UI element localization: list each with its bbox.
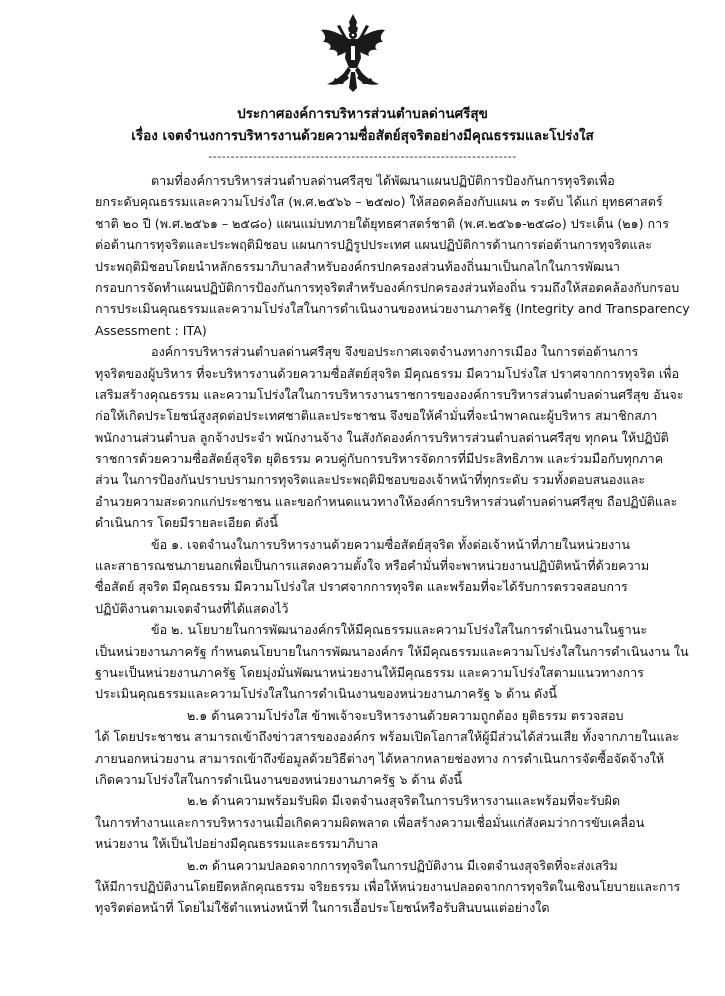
paragraph-line: ได้ โดยประชาชน สามารถเข้าถึงข่าวสารขององค์กร พร้อมเปิดโอกาสให้ผู้มีส่วนได้ส่วนเสีย ทั้งจากภายในและ bbox=[95, 729, 680, 745]
paragraph-line: ตามที่องค์การบริหารส่วนตำบลด่านศรีสุข ได้พัฒนาแผนปฏิบัติการป้องกันการทุจริตเพื่อ bbox=[151, 173, 615, 188]
paragraph-line: ปฏิบัติงานตามเจตจำนงที่ได้แสดงไว้ bbox=[95, 600, 289, 616]
paragraph bbox=[95, 170, 725, 341]
paragraph bbox=[95, 705, 725, 791]
paragraph-line: พนักงานส่วนตำบล ลูกจ้างประจำ พนักงานจ้าง ในสังกัดองค์การบริหารส่วนตำบลด่านศรีสุข ทุกคน ให้ปฏิบัติ bbox=[95, 429, 669, 445]
paragraph-line: เสริมสร้างคุณธรรม และความโปร่งใสในการบริหารงานราชการขององค์การบริหารส่วนตำบลด่านศรีสุข อันจะ bbox=[95, 386, 684, 402]
paragraph-line: ต่อต้านการทุจริตและประพฤติมิชอบ แผนการปฏิรูปประเทศ แผนปฏิบัติการด้านการต่อต้านการทุจริตและ bbox=[95, 237, 653, 253]
paragraph-line: ยกระดับคุณธรรมและความโปร่งใส (พ.ศ.๒๕๖๖ – ๒๕๗๐) ให้สอดคล้องกับแผน ๓ ระดับ ได้แก่ ยุทธศาสตร์ bbox=[95, 194, 663, 210]
paragraph-line: ดำเนินการ โดยมีรายละเอียด ดังนี้ bbox=[95, 515, 278, 531]
paragraph-line: ๒.๓ ด้านความปลอดจากการทุจริตในการปฏิบัติงาน มีเจตจำนงสุจริตที่จะส่งเสริม bbox=[187, 857, 618, 873]
paragraph-line: ทุจริตของผู้บริหาร ที่จะบริหารงานด้วยความซื่อสัตย์สุจริต มีคุณธรรม มีความโปร่งใส ปราศจากการทุจริต เพื่อ bbox=[95, 365, 680, 381]
paragraph-line: กรอบการจัดทำแผนปฏิบัติการป้องกันการทุจริตสำหรับองค์กรปกครองส่วนท้องถิ่น รวมถึงให้สอดคล้องกับกรอบ bbox=[95, 279, 680, 295]
paragraph-line: ฐานะเป็นหน่วยงานภาครัฐ โดยมุ่งมั่นพัฒนาหน่วยงานให้มีคุณธรรม และความโปร่งใสตามแนวทางการ bbox=[95, 664, 644, 680]
paragraph-line: อำนวยความสะดวกแก่ประชาชน และขอกำหนดแนวทางให้องค์การบริหารส่วนตำบลด่านศรีสุข ถือปฏิบัติและ bbox=[95, 493, 678, 509]
paragraph-line: เป็นหน่วยงานภาครัฐ กำหนดนโยบายในการพัฒนาองค์กร ให้มีคุณธรรมและความโปร่งใสในการดำเนินงาน ใน bbox=[95, 643, 689, 659]
paragraph-line: หน่วยงาน ให้เป็นไปอย่างมีคุณธรรมและธรรมาภิบาล bbox=[95, 836, 379, 852]
paragraph-line: ข้อ ๒. นโยบายในการพัฒนาองค์กรให้มีคุณธรรมและความโปร่งใสในการดำเนินงานในฐานะ bbox=[151, 622, 648, 638]
paragraph bbox=[95, 790, 725, 854]
paragraph-line: ให้มีการปฏิบัติงานโดยยึดหลักคุณธรรม จริยธรรม เพื่อให้หน่วยงานปลอดจากการทุจริตในเชิงนโยบายและการ bbox=[95, 878, 681, 894]
paragraph-line: ซื่อสัตย์ สุจริต มีคุณธรรม มีความโปร่งใส ปราศจากการทุจริต และพร้อมที่จะได้รับการตรวจสอบการ bbox=[95, 579, 628, 595]
paragraph-line: ประเมินคุณธรรมและความโปร่งใสในการดำเนินงานของหน่วยงานภาครัฐ ๖ ด้าน ดังนี้ bbox=[95, 686, 557, 702]
paragraph-line: ข้อ ๑. เจตจำนงในการบริหารงานด้วยความซื่อสัตย์สุจริต ทั้งต่อเจ้าหน้าที่ภายในหน่วยงาน bbox=[151, 536, 630, 552]
paragraph bbox=[95, 341, 725, 534]
paragraph-line: ๒.๒ ด้านความพร้อมรับผิด มีเจตจำนงสุจริตในการบริหารงานและพร้อมที่จะรับผิด bbox=[187, 793, 621, 809]
paragraph-line: ราชการด้วยความซื่อสัตย์สุจริต ยุติธรรม ควบคู่กับการบริหารจัดการที่มีประสิทธิภาพ และร่วมมือกับทุกภาค bbox=[95, 451, 664, 467]
paragraph-line: และสาธารณชนภายนอกเพื่อเป็นการแสดงความตั้งใจ หรือคำมั่นที่จะพาหน่วยงานปฏิบัติหน้าที่ด้วยความ bbox=[95, 558, 650, 574]
paragraph bbox=[95, 534, 725, 620]
paragraph-line: องค์การบริหารส่วนตำบลด่านศรีสุข จึงขอประกาศเจตจำนงทางการเมือง ในการต่อต้านการ bbox=[151, 344, 639, 360]
paragraph-line: ภายนอกหน่วยงาน สามารถเข้าถึงข้อมูลด้วยวิธีต่างๆ ได้หลากหลายช่องทาง การดำเนินการจัดซื้อจัดจ้างให้ bbox=[95, 750, 665, 766]
paragraph-line: ทุจริตต่อหน้าที่ โดยไม่ใช้ตำแหน่งหน้าที่ ในการเอื้อประโยชน์หรือรับสินบนแต่อย่างใด bbox=[95, 900, 550, 916]
document-body bbox=[95, 170, 725, 919]
garuda-emblem-icon bbox=[315, 12, 391, 92]
paragraph-line: ในการทำงานและการบริหารงานเมื่อเกิดความผิดพลาด เพื่อสร้างความเชื่อมั่นแก่สังคมว่าการขับเคลื่อน bbox=[95, 814, 645, 830]
paragraph-line: Assessment : ITA) bbox=[95, 322, 207, 338]
title-divider: --------------------------------------------------------------------- bbox=[208, 150, 517, 163]
paragraph-line: การประเมินคุณธรรมและความโปร่งใสในการดำเนินงานของหน่วยงานภาครัฐ (Integrity and Transparency bbox=[95, 301, 690, 317]
paragraph bbox=[95, 855, 725, 919]
paragraph-line: ส่วน ในการป้องกันปราบปรามการทุจริตและประพฤติมิชอบของเจ้าหน้าที่ทุกระดับ รวมทั้งตอบสนองและ bbox=[95, 472, 646, 488]
paragraph-line: ๒.๑ ด้านความโปร่งใส ข้าพเจ้าจะบริหารงานด้วยความถูกต้อง ยุติธรรม ตรวจสอบ bbox=[187, 707, 624, 723]
paragraph-line: ชาติ ๒๐ ปี (พ.ศ.๒๕๖๑ – ๒๕๘๐) แผนแม่บทภายใต้ยุทธศาสตร์ชาติ (พ.ศ.๒๕๖๑-๒๕๘๐) ประเด็น (๒๑) การ bbox=[95, 215, 669, 231]
paragraph-line: ก่อให้เกิดประโยชน์สูงสุดต่อประเทศชาติและประชาชน จึงขอให้คำมั่นที่จะนำพาคณะผู้บริหาร สมาชิกสภา bbox=[95, 408, 658, 424]
paragraph-line: เกิดความโปร่งใสในการดำเนินงานของหน่วยงานภาครัฐ ๖ ด้าน ดังนี้ bbox=[95, 771, 463, 787]
document-subject: เรื่อง เจตจำนงการบริหารงานด้วยความซื่อสัตย์สุจริตอย่างมีคุณธรรมและโปร่งใส bbox=[131, 128, 594, 144]
document-title: ประกาศองค์การบริหารส่วนตำบลด่านศรีสุข bbox=[237, 106, 488, 122]
paragraph bbox=[95, 619, 725, 705]
paragraph-line: ประพฤติมิชอบโดยนำหลักธรรมาภิบาลสำหรับองค์กรปกครองส่วนท้องถิ่นมาเป็นกลไกในการพัฒนา bbox=[95, 258, 620, 274]
